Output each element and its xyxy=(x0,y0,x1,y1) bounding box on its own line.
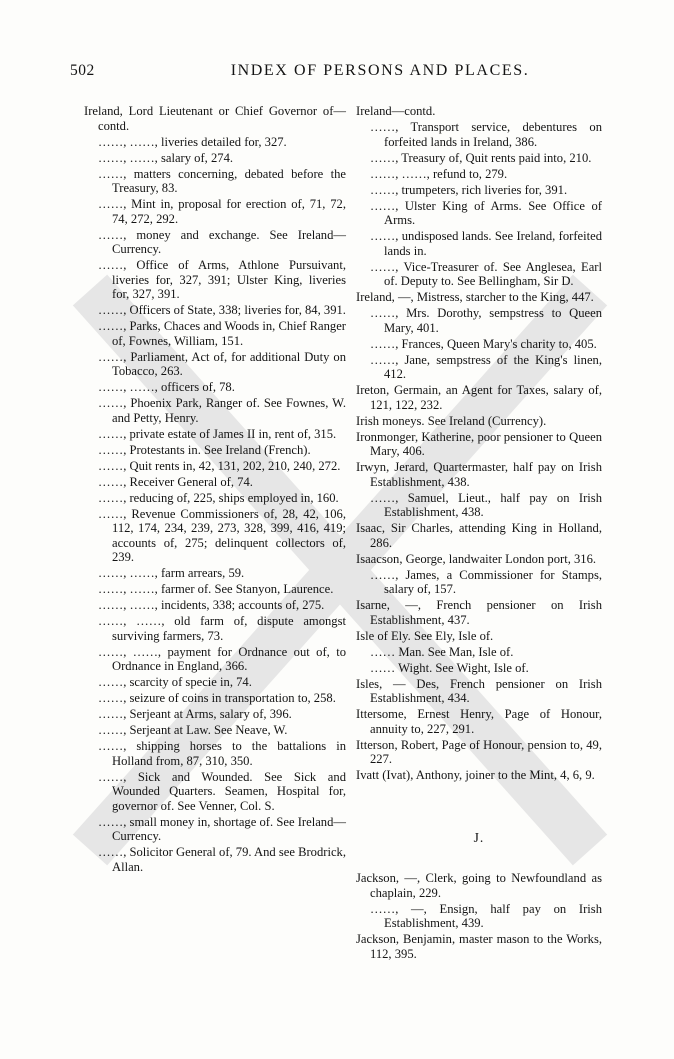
index-entry: ……, Samuel, Lieut., half pay on Irish Establishment, 438. xyxy=(370,490,602,519)
right-column xyxy=(356,104,602,963)
index-entry: …… Wight. See Wight, Isle of. xyxy=(370,660,529,675)
index-entry: ……, small money in, shortage of. See Ireland—Currency. xyxy=(98,814,346,843)
index-entry: ……, Ulster King of Arms. See Office of Arms. xyxy=(370,198,602,227)
index-entry: ……, Officers of State, 338; liveries for, 84, 391. xyxy=(98,303,346,317)
index-entry: ……, Office of Arms, Athlone Pursuivant, liveries for, 327, 391; Ulster King, liveries for, 327, 391. xyxy=(98,258,346,301)
running-head: INDEX OF PERSONS AND PLACES. xyxy=(230,62,530,79)
index-entry: ……, Revenue Commissioners of, 28, 42, 106, 112, 174, 234, 239, 273, 328, 399, 416, 419; accounts of, 275; delinquent collectors of, 239. xyxy=(98,506,346,564)
index-entry: ……, Mint in, proposal for erection of, 71, 72, 74, 272, 292. xyxy=(98,197,346,226)
index-entry: ……, Treasury of, Quit rents paid into, 210. xyxy=(370,150,592,165)
index-entry: Itterson, Robert, Page of Honour, pension to, 49, 227. xyxy=(356,737,602,766)
index-entry: Ireland, —, Mistress, starcher to the King, 447. xyxy=(356,290,594,304)
index-entry: ……, Protestants in. See Ireland (French). xyxy=(98,442,311,457)
index-entry: Irwyn, Jerard, Quartermaster, half pay on Irish Establishment, 438. xyxy=(356,460,602,489)
index-entry: ……, Phoenix Park, Ranger of. See Fownes, W. and Petty, Henry. xyxy=(98,396,346,425)
index-entry: Jackson, Benjamin, master mason to the Works, 112, 395. xyxy=(356,932,602,961)
index-entry: ……, ……, old farm of, dispute amongst surviving farmers, 73. xyxy=(98,614,346,643)
index-entry: ……, ……, incidents, 338; accounts of, 275. xyxy=(98,598,325,612)
index-entry: ……, ……, officers of, 78. xyxy=(98,380,235,394)
right-entries-after-section xyxy=(356,871,602,961)
index-entry: Ivatt (Ivat), Anthony, joiner to the Mint, 4, 6, 9. xyxy=(356,768,595,782)
index-entry: ……, Solicitor General of, 79. And see Brodrick, Allan. xyxy=(98,845,346,874)
index-entry: ……, Transport service, debentures on forfeited lands in Ireland, 386. xyxy=(370,120,602,149)
index-entry: Ireland, Lord Lieutenant or Chief Governor of—contd. xyxy=(84,104,346,133)
index-entry: Isarne, —, French pensioner on Irish Establishment, 437. xyxy=(356,598,602,627)
index-entry: ……, shipping horses to the battalions in Holland from, 87, 310, 350. xyxy=(98,739,346,768)
index-entry: ……, Serjeant at Law. See Neave, W. xyxy=(98,723,288,737)
index-entry: ……, money and exchange. See Ireland—Currency. xyxy=(98,227,346,256)
index-entry: ……, Jane, sempstress of the King's linen, 412. xyxy=(370,352,602,381)
index-entry: …… Man. See Man, Isle of. xyxy=(370,644,514,659)
index-entry: ……, Parks, Chaces and Woods in, Chief Ranger of, Fownes, William, 151. xyxy=(98,319,346,348)
page-number: 502 xyxy=(70,62,95,79)
index-entry: ……, Vice-Treasurer of. See Anglesea, Earl of. Deputy to. See Bellingham, Sir D. xyxy=(370,259,602,288)
index-entry: Ironmonger, Katherine, poor pensioner to Queen Mary, 406. xyxy=(356,429,602,458)
index-entry: ……, Quit rents in, 42, 131, 202, 210, 240, 272. xyxy=(98,458,341,473)
index-entry: Ireland—contd. xyxy=(356,104,436,118)
index-entry: ……, undisposed lands. See Ireland, forfeited lands in. xyxy=(370,229,602,258)
index-entry: ……, ……, farmer of. See Stanyon, Laurence. xyxy=(98,582,334,596)
index-entry: ……, ……, salary of, 274. xyxy=(98,150,234,165)
index-entry: Isle of Ely. See Ely, Isle of. xyxy=(356,628,494,643)
index-entry: ……, Sick and Wounded. See Sick and Wounded Quarters. Seamen, Hospital for, governor of. See Venner, Col. S. xyxy=(98,769,346,813)
index-entry: ……, Mrs. Dorothy, sempstress to Queen Mary, 401. xyxy=(370,306,602,335)
index-entry: Jackson, —, Clerk, going to Newfoundland as chaplain, 229. xyxy=(356,871,602,900)
index-entry: Isaacson, George, landwaiter London port, 316. xyxy=(356,551,597,566)
index-entry: Ittersome, Ernest Henry, Page of Honour, annuity to, 227, 291. xyxy=(356,707,602,736)
left-column xyxy=(84,104,346,876)
index-entry: ……, trumpeters, rich liveries for, 391. xyxy=(370,182,568,197)
index-entry: Isles, — Des, French pensioner on Irish Establishment, 434. xyxy=(356,676,602,705)
index-entry: Isaac, Sir Charles, attending King in Holland, 286. xyxy=(356,521,602,550)
index-entry: ……, Serjeant at Arms, salary of, 396. xyxy=(98,707,292,721)
index-entry: ……, ……, refund to, 279. xyxy=(370,166,508,181)
index-entry: ……, scarcity of specie in, 74. xyxy=(98,675,252,689)
index-entry: ……, James, a Commissioner for Stamps, salary of, 157. xyxy=(370,567,602,596)
index-entry: ……, Frances, Queen Mary's charity to, 405. xyxy=(370,336,597,351)
index-entry: ……, matters concerning, debated before the Treasury, 83. xyxy=(98,166,346,195)
index-entry: ……, ……, payment for Ordnance out of, to Ordnance in England, 366. xyxy=(98,644,346,673)
index-entry: ……, private estate of James II in, rent of, 315. xyxy=(98,426,337,441)
index-entry: ……, —, Ensign, half pay on Irish Establishment, 439. xyxy=(370,901,602,930)
index-entry: ……, reducing of, 225, ships employed in, 160. xyxy=(98,490,339,505)
section-letter: J. xyxy=(473,829,485,845)
index-entry: ……, ……, liveries detailed for, 327. xyxy=(98,134,287,149)
index-entry: ……, Receiver General of, 74. xyxy=(98,474,253,489)
right-entries xyxy=(356,104,602,783)
index-entry: Ireton, Germain, an Agent for Taxes, salary of, 121, 122, 232. xyxy=(356,383,602,412)
index-entry: ……, ……, farm arrears, 59. xyxy=(98,566,245,580)
page-header xyxy=(0,62,674,86)
index-entry: ……, Parliament, Act of, for additional Duty on Tobacco, 263. xyxy=(98,349,346,378)
index-entry: ……, seizure of coins in transportation to, 258. xyxy=(98,691,336,705)
index-entry: Irish moneys. See Ireland (Currency). xyxy=(356,413,547,428)
